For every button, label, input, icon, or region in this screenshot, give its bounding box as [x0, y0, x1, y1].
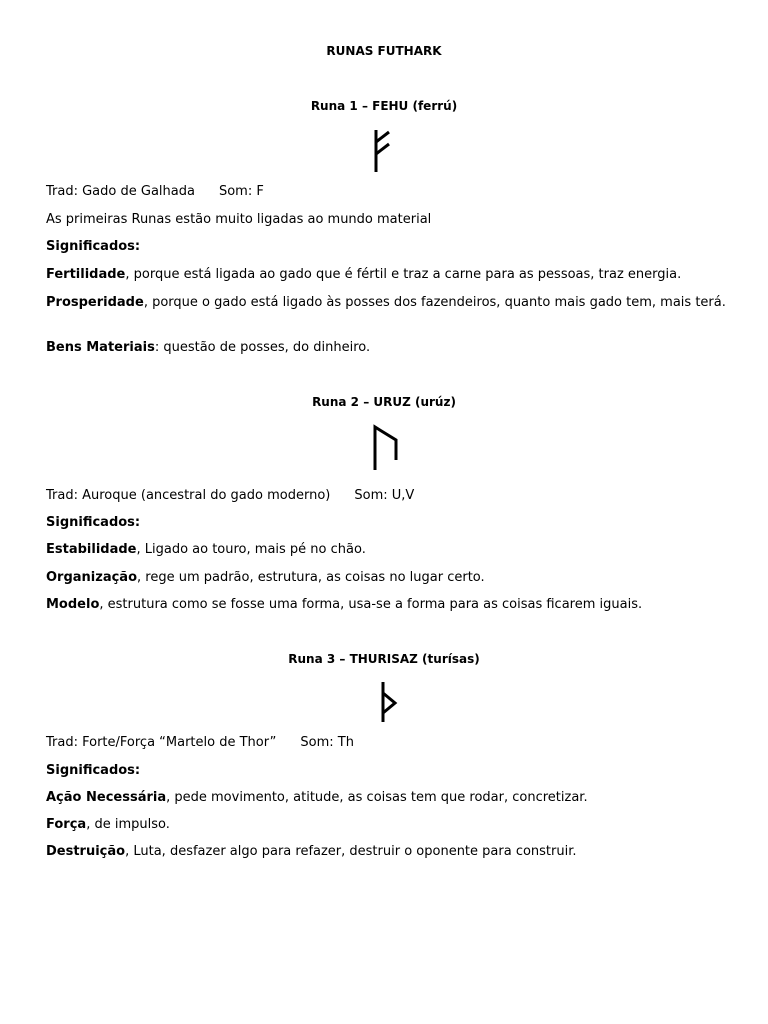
rune-2-heading: Runa 2 – URUZ (urúz) [312, 395, 456, 409]
rune-1-meaning-2 [46, 294, 736, 312]
meaning-term: Bens Materiais [46, 340, 155, 355]
meaning-term: Ação Necessária [46, 790, 167, 805]
meaning-text: , Ligado ao touro, mais pé no chão. [136, 542, 366, 557]
rune-3-meaning-2 [46, 816, 736, 834]
meaning-text: , porque o gado está ligado às posses dos fazendeiros, quanto mais gado tem, mais terá. [143, 295, 726, 310]
meaning-text: , estrutura como se fosse uma forma, usa-se a forma para as coisas ficarem iguais. [99, 597, 643, 612]
uruz-rune-icon [370, 424, 400, 472]
meaning-text: , rege um padrão, estrutura, as coisas no lugar certo. [137, 570, 485, 585]
meaning-term: Destruição [46, 844, 126, 859]
meaning-text: : questão de posses, do dinheiro. [154, 340, 371, 355]
meaning-text: , Luta, desfazer algo para refazer, destruir o oponente para construir. [125, 844, 577, 859]
rune-1-intro: As primeiras Runas estão muito ligadas ao mundo material [46, 212, 432, 227]
meaning-term: Prosperidade [46, 295, 144, 310]
rune-1-meaning-1 [46, 266, 736, 284]
meaning-term: Organização [46, 570, 137, 585]
rune-2-meanings-label: Significados: [46, 515, 141, 530]
rune-1-meaning-3 [46, 339, 736, 357]
meaning-term: Força [46, 817, 87, 832]
rune-2-trad-line [46, 487, 736, 505]
rune-1-trad: Trad: Gado de Galhada [46, 184, 195, 199]
meaning-term: Modelo [46, 597, 100, 612]
meaning-text: , pede movimento, atitude, as coisas tem que rodar, concretizar. [166, 790, 588, 805]
rune-1-heading: Runa 1 – FEHU (ferrú) [310, 99, 458, 113]
rune-3-meaning-1 [46, 789, 736, 807]
thurisaz-rune-icon [376, 680, 400, 724]
meaning-text: , de impulso. [86, 817, 170, 832]
rune-2-trad: Trad: Auroque (ancestral do gado moderno) [46, 488, 331, 503]
rune-2-meaning-3 [46, 596, 736, 614]
fehu-rune-icon [369, 128, 395, 174]
meaning-text: , porque está ligada ao gado que é fértil e traz a carne para as pessoas, traz energia. [125, 267, 682, 282]
rune-2-meaning-2 [46, 569, 736, 587]
document-title: RUNAS FUTHARK [326, 44, 442, 58]
rune-3-heading: Runa 3 – THURISAZ (turísas) [288, 652, 480, 666]
rune-3-trad-line [46, 734, 736, 752]
rune-1-som: Som: F [218, 184, 264, 199]
meaning-term: Fertilidade [46, 267, 126, 282]
rune-3-som: Som: Th [300, 735, 354, 750]
rune-3-meaning-3 [46, 843, 736, 861]
rune-2-meaning-1 [46, 541, 736, 559]
rune-2-som: Som: U,V [354, 488, 415, 503]
meaning-term: Estabilidade [46, 542, 137, 557]
rune-3-trad: Trad: Forte/Força “Martelo de Thor” [46, 735, 277, 750]
rune-1-meanings-label: Significados: [46, 239, 141, 254]
rune-1-trad-line [46, 183, 736, 201]
rune-3-meanings-label: Significados: [46, 763, 141, 778]
